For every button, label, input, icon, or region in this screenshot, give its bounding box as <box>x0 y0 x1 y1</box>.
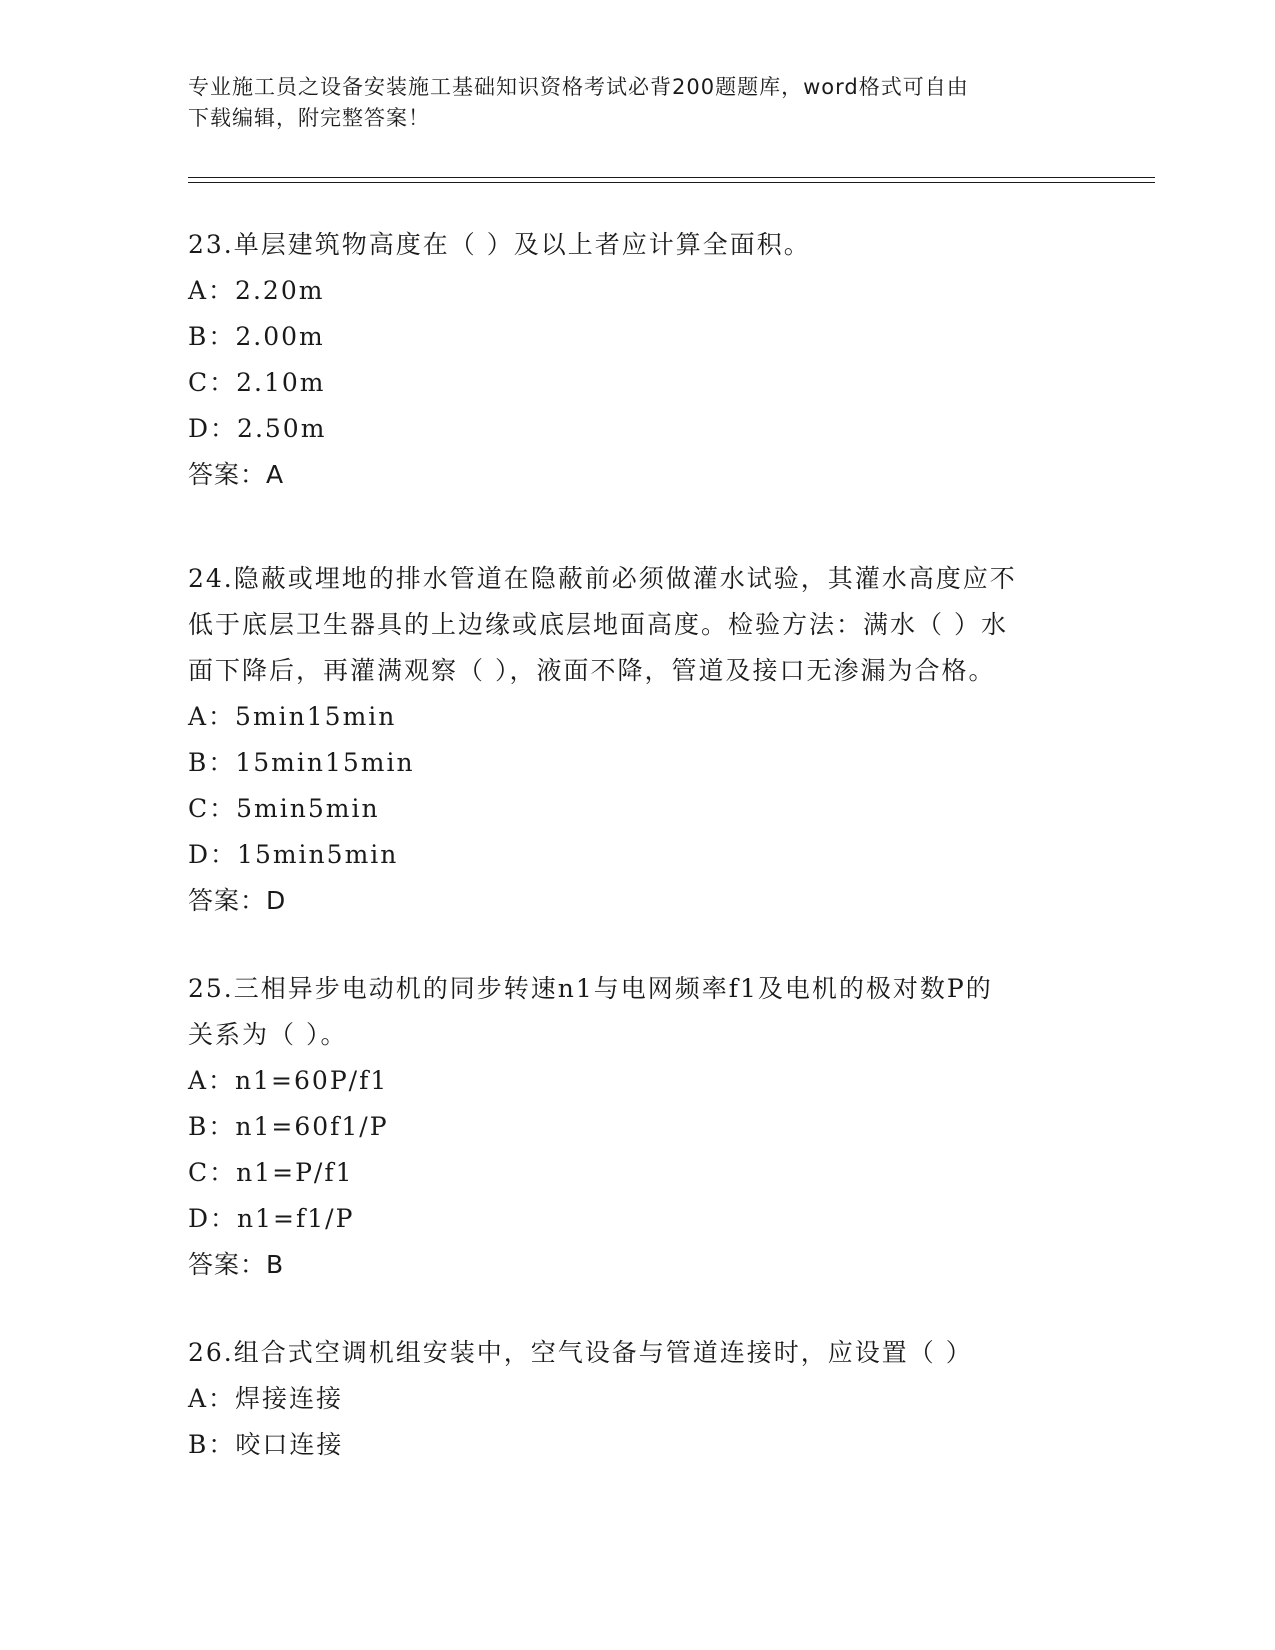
option-d: D：15min5min <box>188 840 399 869</box>
option-b: B：n1=60f1/P <box>188 1112 389 1141</box>
header-line-1: 专业施工员之设备安装施工基础知识资格考试必背200题题库，word格式可自由 <box>188 75 969 99</box>
question-text-line-3: 面下降后，再灌满观察（ ），液面不降，管道及接口无渗漏为合格。 <box>188 656 996 685</box>
option-c: C：2.10m <box>188 368 326 397</box>
option-a: A：5min15min <box>188 702 397 731</box>
option-a: A：焊接连接 <box>188 1384 344 1413</box>
option-a: A：2.20m <box>188 276 325 305</box>
option-a: A：n1=60P/f1 <box>188 1066 389 1095</box>
question-text-line-1: 25.三相异步电动机的同步转速n1与电网频率f1及电机的极对数P的 <box>188 974 993 1003</box>
question-text: 26.组合式空调机组安装中，空气设备与管道连接时，应设置（ ） <box>188 1338 973 1367</box>
answer: 答案：A <box>188 460 285 489</box>
option-b: B：2.00m <box>188 322 325 351</box>
question-text: 23.单层建筑物高度在（ ）及以上者应计算全面积。 <box>188 230 811 259</box>
answer: 答案：D <box>188 886 287 915</box>
answer: 答案：B <box>188 1250 285 1279</box>
option-b: B：咬口连接 <box>188 1430 344 1459</box>
option-c: C：5min5min <box>188 794 380 823</box>
document-header <box>188 72 1088 134</box>
option-b: B：15min15min <box>188 748 415 777</box>
question-26 <box>188 1330 1088 1468</box>
option-d: D：n1=f1/P <box>188 1204 355 1233</box>
question-text-line-2: 低于底层卫生器具的上边缘或底层地面高度。检验方法：满水（ ）水 <box>188 610 1008 639</box>
question-text-line-2: 关系为（ ）。 <box>188 1020 348 1049</box>
header-divider-bottom <box>188 182 1155 183</box>
question-23 <box>188 222 1088 498</box>
header-divider-top <box>188 177 1155 178</box>
option-c: C：n1=P/f1 <box>188 1158 354 1187</box>
question-24 <box>188 556 1088 924</box>
header-line-2: 下载编辑，附完整答案！ <box>188 106 430 130</box>
question-25 <box>188 966 1088 1288</box>
option-d: D：2.50m <box>188 414 327 443</box>
question-text-line-1: 24.隐蔽或埋地的排水管道在隐蔽前必须做灌水试验，其灌水高度应不 <box>188 564 1017 593</box>
